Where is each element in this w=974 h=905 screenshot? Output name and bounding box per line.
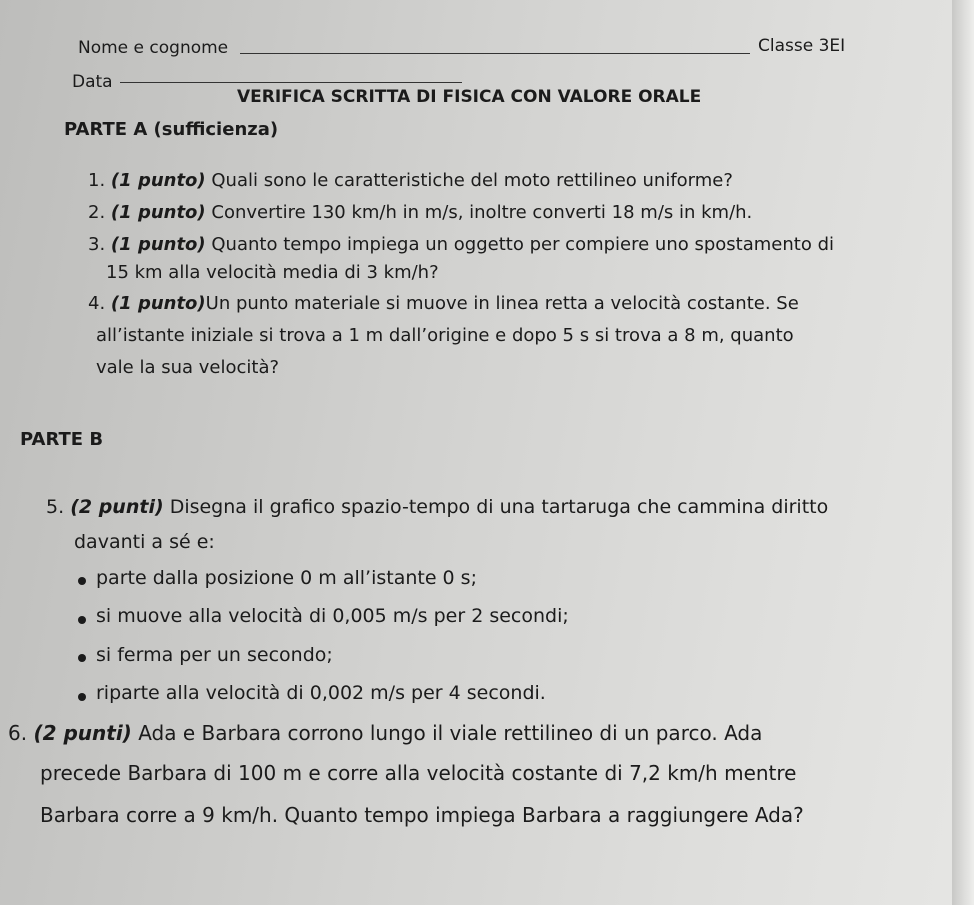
- question-6-line-2: precede Barbara di 100 m e corre alla velocità costante di 7,2 km/h mentre: [40, 761, 797, 785]
- date-label: Data: [72, 72, 113, 92]
- part-b-heading: PARTE B: [20, 429, 104, 450]
- question-text: Convertire 130 km/h in m/s, inoltre converti 18 m/s in km/h.: [211, 202, 753, 223]
- question-number: 2.: [88, 202, 106, 223]
- question-5-bullet-1: parte dalla posizione 0 m all’istante 0 s;: [96, 567, 477, 589]
- question-number: 1.: [88, 170, 106, 191]
- question-points: (1 punto): [110, 202, 206, 223]
- bullet-dot: [78, 654, 86, 662]
- question-5-bullet-4: riparte alla velocità di 0,002 m/s per 4 secondi.: [96, 682, 546, 704]
- question-number: 4.: [88, 293, 106, 314]
- question-3-line-2: 15 km alla velocità media di 3 km/h?: [106, 262, 439, 283]
- question-3: [88, 236, 834, 254]
- date-line: [120, 82, 462, 83]
- question-number: 5.: [46, 496, 65, 518]
- question-points: (1 punto): [110, 293, 206, 314]
- question-1: [88, 172, 733, 190]
- question-points: (2 punti): [70, 496, 164, 518]
- question-5: [46, 498, 828, 517]
- question-number: 3.: [88, 234, 106, 255]
- question-5-bullet-2: si muove alla velocità di 0,005 m/s per 2 secondi;: [96, 605, 569, 627]
- question-points: (2 punti): [33, 721, 132, 745]
- class-label: Classe 3EI: [758, 36, 846, 56]
- page-edge: [952, 0, 974, 905]
- question-4: [88, 295, 799, 313]
- bullet-dot: [78, 577, 86, 585]
- question-6-line-3: Barbara corre a 9 km/h. Quanto tempo impiega Barbara a raggiungere Ada?: [40, 803, 804, 827]
- question-text: Ada e Barbara corrono lungo il viale rettilineo di un parco. Ada: [138, 721, 763, 745]
- name-label: Nome e cognome: [78, 38, 229, 58]
- question-5-bullet-3: si ferma per un secondo;: [96, 644, 333, 666]
- question-text: Quali sono le caratteristiche del moto rettilineo uniforme?: [211, 170, 733, 191]
- question-points: (1 punto): [110, 170, 206, 191]
- question-number: 6.: [8, 721, 28, 745]
- question-2: [88, 204, 752, 222]
- bullet-dot: [78, 616, 86, 624]
- name-line: [240, 53, 750, 54]
- page-title: VERIFICA SCRITTA DI FISICA CON VALORE ORALE: [237, 87, 702, 107]
- question-6: [8, 723, 762, 743]
- bullet-dot: [78, 693, 86, 701]
- question-text: Quanto tempo impiega un oggetto per compiere uno spostamento di: [211, 234, 834, 255]
- question-points: (1 punto): [110, 234, 206, 255]
- question-4-line-3: vale la sua velocità?: [96, 357, 280, 378]
- question-text: Disegna il grafico spazio-tempo di una tartaruga che cammina diritto: [169, 496, 829, 518]
- question-5-line-2: davanti a sé e:: [74, 531, 215, 553]
- question-4-line-2: all’istante iniziale si trova a 1 m dall’origine e dopo 5 s si trova a 8 m, quanto: [96, 325, 794, 346]
- question-text: Un punto materiale si muove in linea retta a velocità costante. Se: [205, 293, 799, 314]
- part-a-heading: PARTE A (sufficienza): [64, 119, 279, 140]
